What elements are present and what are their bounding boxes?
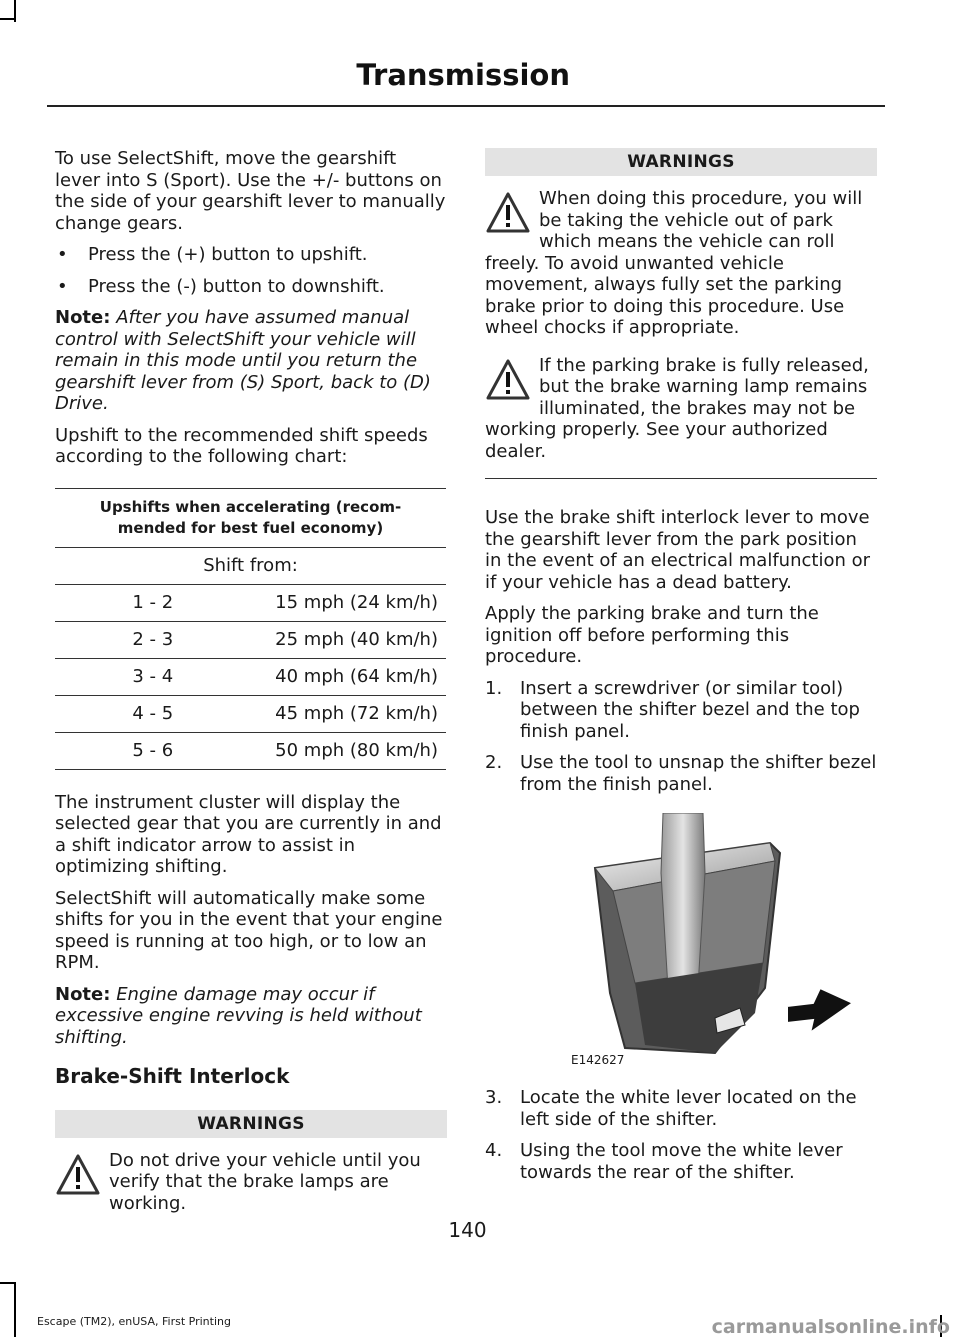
apply-brake-paragraph: Apply the parking brake and turn the ignition off before performing this procedure. bbox=[485, 603, 819, 667]
header-rule bbox=[47, 105, 885, 107]
step-number: 2. bbox=[485, 752, 503, 773]
note-paragraph bbox=[55, 307, 447, 415]
speed-cell: 50 mph (80 km/h) bbox=[251, 732, 447, 769]
speed-cell: 15 mph (24 km/h) bbox=[251, 584, 447, 621]
speed-cell: 45 mph (72 km/h) bbox=[251, 695, 447, 732]
upshift-paragraph: Upshift to the recommended shift speeds according to the following chart: bbox=[55, 424, 428, 467]
page-number: 140 bbox=[448, 1218, 487, 1242]
gear-cell: 3 - 4 bbox=[55, 658, 251, 695]
bullet-item bbox=[55, 276, 447, 298]
speed-cell: 40 mph (64 km/h) bbox=[251, 658, 447, 695]
bullet-item bbox=[55, 244, 447, 266]
table-row bbox=[55, 658, 446, 695]
shifter-illustration bbox=[565, 813, 875, 1073]
crop-mark bbox=[0, 18, 16, 20]
table-header: Upshifts when accelerating (recom-mended for best fuel economy) bbox=[55, 488, 446, 547]
bullet-text: Press the (+) button to upshift. bbox=[88, 244, 368, 265]
auto-shift-paragraph: SelectShift will automatically make some shifts for you in the event that your engine speed is running at too high, or to low an RPM. bbox=[55, 887, 443, 973]
table-row bbox=[55, 621, 446, 658]
gear-cell: 1 - 2 bbox=[55, 584, 251, 621]
warnings-rule bbox=[485, 478, 877, 479]
note-text: Engine damage may occur if excessive engine revving is held without shifting. bbox=[55, 983, 422, 1048]
bullet-mark: • bbox=[57, 275, 68, 297]
step-text: Using the tool move the white lever towards the rear of the shifter. bbox=[520, 1140, 843, 1183]
warning-item bbox=[485, 355, 877, 463]
table-row bbox=[55, 732, 446, 769]
cluster-paragraph: The instrument cluster will display the selected gear that you are currently in and a shift indicator arrow to assist in optimizing shifting. bbox=[55, 791, 442, 877]
intro-paragraph: To use SelectShift, move the gearshift lever into S (Sport). Use the +/- buttons on the side of your gearshift lever to manually change gears. bbox=[55, 148, 446, 234]
step-number: 4. bbox=[485, 1140, 503, 1161]
left-column bbox=[55, 148, 447, 1232]
speed-cell: 25 mph (40 km/h) bbox=[251, 621, 447, 658]
warning-text: When doing this procedure, you will be taking the vehicle out of park which means the vehicle can roll freely. To avoid unwanted vehicle movement, always fully set the parking brake prior to doing this procedure. Use wheel chocks if appropriate. bbox=[485, 188, 863, 338]
warning-text: Do not drive your vehicle until you verify that the brake lamps are working. bbox=[109, 1149, 421, 1214]
warning-text: If the parking brake is fully released, but the brake warning lamp remains illuminated, the brakes may not be working properly. See your authorized dealer. bbox=[485, 354, 869, 462]
watermark: carmanualsonline.info bbox=[711, 1316, 950, 1338]
note-label: Note: bbox=[55, 307, 111, 328]
bullet-mark: • bbox=[57, 244, 68, 265]
table-row bbox=[55, 695, 446, 732]
crop-mark bbox=[0, 1282, 16, 1284]
gear-cell: 4 - 5 bbox=[55, 695, 251, 732]
gear-cell: 2 - 3 bbox=[55, 621, 251, 658]
note-label: Note: bbox=[55, 983, 111, 1005]
right-column bbox=[485, 148, 877, 1193]
step-number: 3. bbox=[485, 1087, 503, 1108]
step-text: Locate the white lever located on the left side of the shifter. bbox=[520, 1087, 857, 1130]
warning-item bbox=[485, 188, 877, 339]
warning-item bbox=[55, 1150, 447, 1215]
warning-triangle-icon bbox=[55, 1152, 101, 1198]
lever-paragraph: Use the brake shift interlock lever to move the gearshift lever from the park position in the event of an electrical malfunction or if your vehicle has a dead battery. bbox=[485, 507, 870, 593]
page-title: Transmission bbox=[356, 58, 570, 92]
warnings-box bbox=[55, 1110, 447, 1215]
step-number: 1. bbox=[485, 677, 503, 699]
step-text: Use the tool to unsnap the shifter bezel from the finish panel. bbox=[520, 752, 877, 795]
table-subheader: Shift from: bbox=[55, 547, 446, 584]
bullet-text: Press the (-) button to downshift. bbox=[88, 275, 385, 297]
note-paragraph bbox=[55, 984, 447, 1049]
note-text: After you have assumed manual control with SelectShift your vehicle will remain in this mode until you return the gearshift lever from (S) Sport, back to (D) Drive. bbox=[55, 307, 431, 414]
footer-text: Escape (TM2), enUSA, First Printing bbox=[37, 1315, 231, 1328]
step-text: Insert a screwdriver (or similar tool) between the shifter bezel and the top finish panel. bbox=[520, 677, 860, 742]
warnings-box bbox=[485, 148, 877, 479]
table-row bbox=[55, 584, 446, 621]
gear-cell: 5 - 6 bbox=[55, 732, 251, 769]
shifter-drawing bbox=[565, 813, 875, 1073]
shift-speed-table bbox=[55, 488, 446, 770]
step-item bbox=[485, 678, 877, 743]
step-item bbox=[485, 1140, 877, 1183]
crop-mark bbox=[14, 1284, 16, 1337]
warnings-heading: WARNINGS bbox=[55, 1110, 447, 1138]
figure-id: E142627 bbox=[571, 1052, 625, 1067]
warnings-heading: WARNINGS bbox=[485, 148, 877, 176]
step-item bbox=[485, 1087, 877, 1130]
warning-triangle-icon bbox=[485, 357, 531, 403]
section-title: Brake-Shift Interlock bbox=[55, 1064, 290, 1088]
step-item bbox=[485, 752, 877, 795]
warning-triangle-icon bbox=[485, 190, 531, 236]
